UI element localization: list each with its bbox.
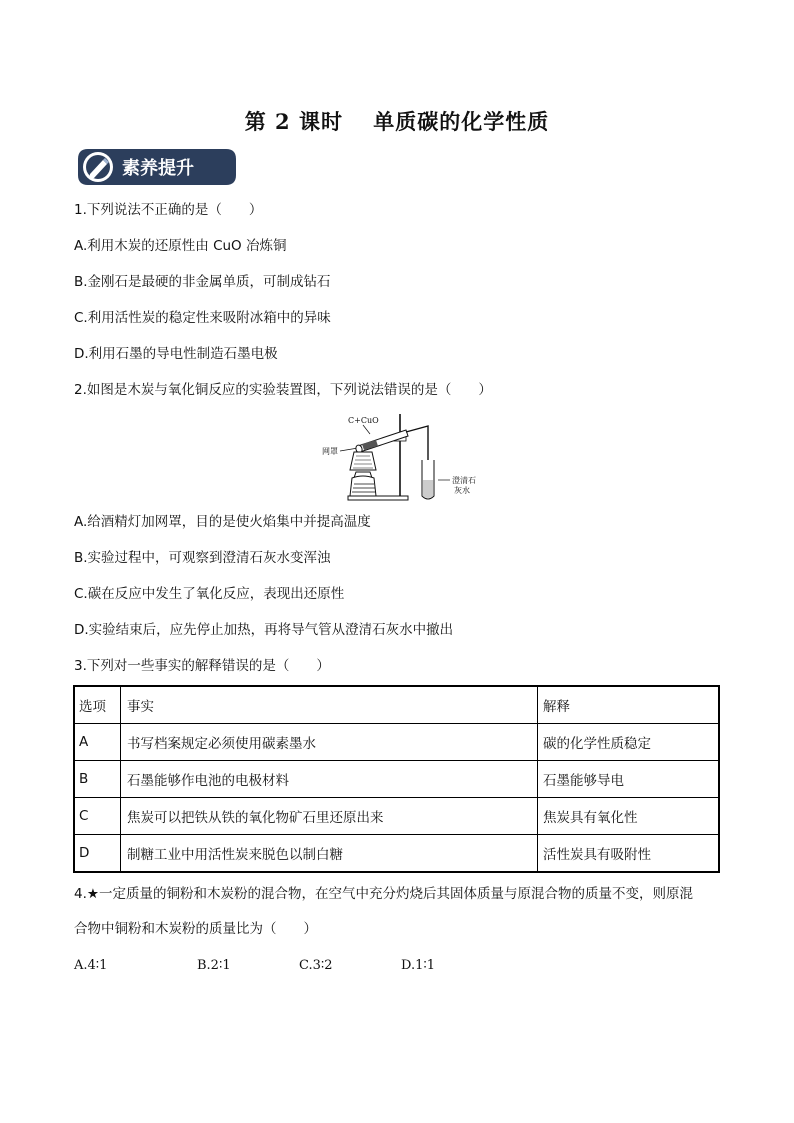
label-limewater-2: 灰水 [454, 486, 470, 495]
table-row [74, 798, 719, 835]
q1-option-a: A.利用木炭的还原性由 CuO 冶炼铜 [74, 238, 287, 254]
q4-stem-line2: 合物中铜粉和木炭粉的质量比为（ ） [74, 921, 317, 937]
q4-option-c: C.3∶2 [299, 958, 333, 973]
q2-option-d: D.实验结束后，应先停止加热，再将导气管从澄清石灰水中撤出 [74, 622, 454, 638]
header-fact: 事实 [121, 686, 538, 724]
q4-option-a: A.4∶1 [74, 958, 108, 973]
q1-option-c: C.利用活性炭的稳定性来吸附冰箱中的异味 [74, 310, 331, 326]
facts-table [73, 685, 720, 873]
row-option: B [74, 761, 121, 798]
section-banner [76, 147, 238, 187]
q4-option-b: B.2∶1 [197, 958, 231, 973]
label-reactants: C+CuO [348, 416, 379, 425]
q3-stem: 3.下列对一些事实的解释错误的是（ ） [74, 658, 330, 674]
q1-option-b: B.金刚石是最硬的非金属单质，可制成钻石 [74, 274, 331, 290]
row-fact: 石墨能够作电池的电极材料 [121, 761, 538, 798]
q2-stem: 2.如图是木炭与氧化铜反应的实验装置图，下列说法错误的是（ ） [74, 382, 492, 398]
row-explanation: 活性炭具有吸附性 [538, 835, 720, 873]
q2-option-b: B.实验过程中，可观察到澄清石灰水变浑浊 [74, 550, 331, 566]
page-title: 第 2 课时 单质碳的化学性质 [244, 109, 550, 134]
row-option: A [74, 724, 121, 761]
row-fact: 焦炭可以把铁从铁的氧化物矿石里还原出来 [121, 798, 538, 835]
row-option: D [74, 835, 121, 873]
pencil-badge-icon [83, 152, 113, 182]
header-explanation: 解释 [538, 686, 720, 724]
table-header-row [74, 686, 719, 724]
label-gauze: 网罩 [322, 447, 338, 456]
row-explanation: 碳的化学性质稳定 [538, 724, 720, 761]
q1-option-d: D.利用石墨的导电性制造石墨电极 [74, 346, 278, 362]
row-explanation: 石墨能够导电 [538, 761, 720, 798]
apparatus-figure [318, 410, 478, 506]
row-option: C [74, 798, 121, 835]
row-fact: 制糖工业中用活性炭来脱色以制白糖 [121, 835, 538, 873]
q1-stem: 1.下列说法不正确的是（ ） [74, 202, 263, 218]
q2-option-a: A.给酒精灯加网罩，目的是使火焰集中并提高温度 [74, 514, 371, 530]
q2-option-c: C.碳在反应中发生了氧化反应，表现出还原性 [74, 586, 345, 602]
label-limewater-1: 澄清石 [452, 476, 476, 485]
table-row [74, 724, 719, 761]
banner-label: 素养提升 [122, 158, 194, 179]
q4-stem-line1: 4.★一定质量的铜粉和木炭粉的混合物，在空气中充分灼烧后其固体质量与原混合物的质量不变，则原混 [74, 886, 693, 902]
q4-option-d: D.1∶1 [401, 958, 436, 973]
table-row [74, 761, 719, 798]
header-option: 选项 [74, 686, 121, 724]
table-row [74, 835, 719, 873]
row-fact: 书写档案规定必须使用碳素墨水 [121, 724, 538, 761]
row-explanation: 焦炭具有氧化性 [538, 798, 720, 835]
